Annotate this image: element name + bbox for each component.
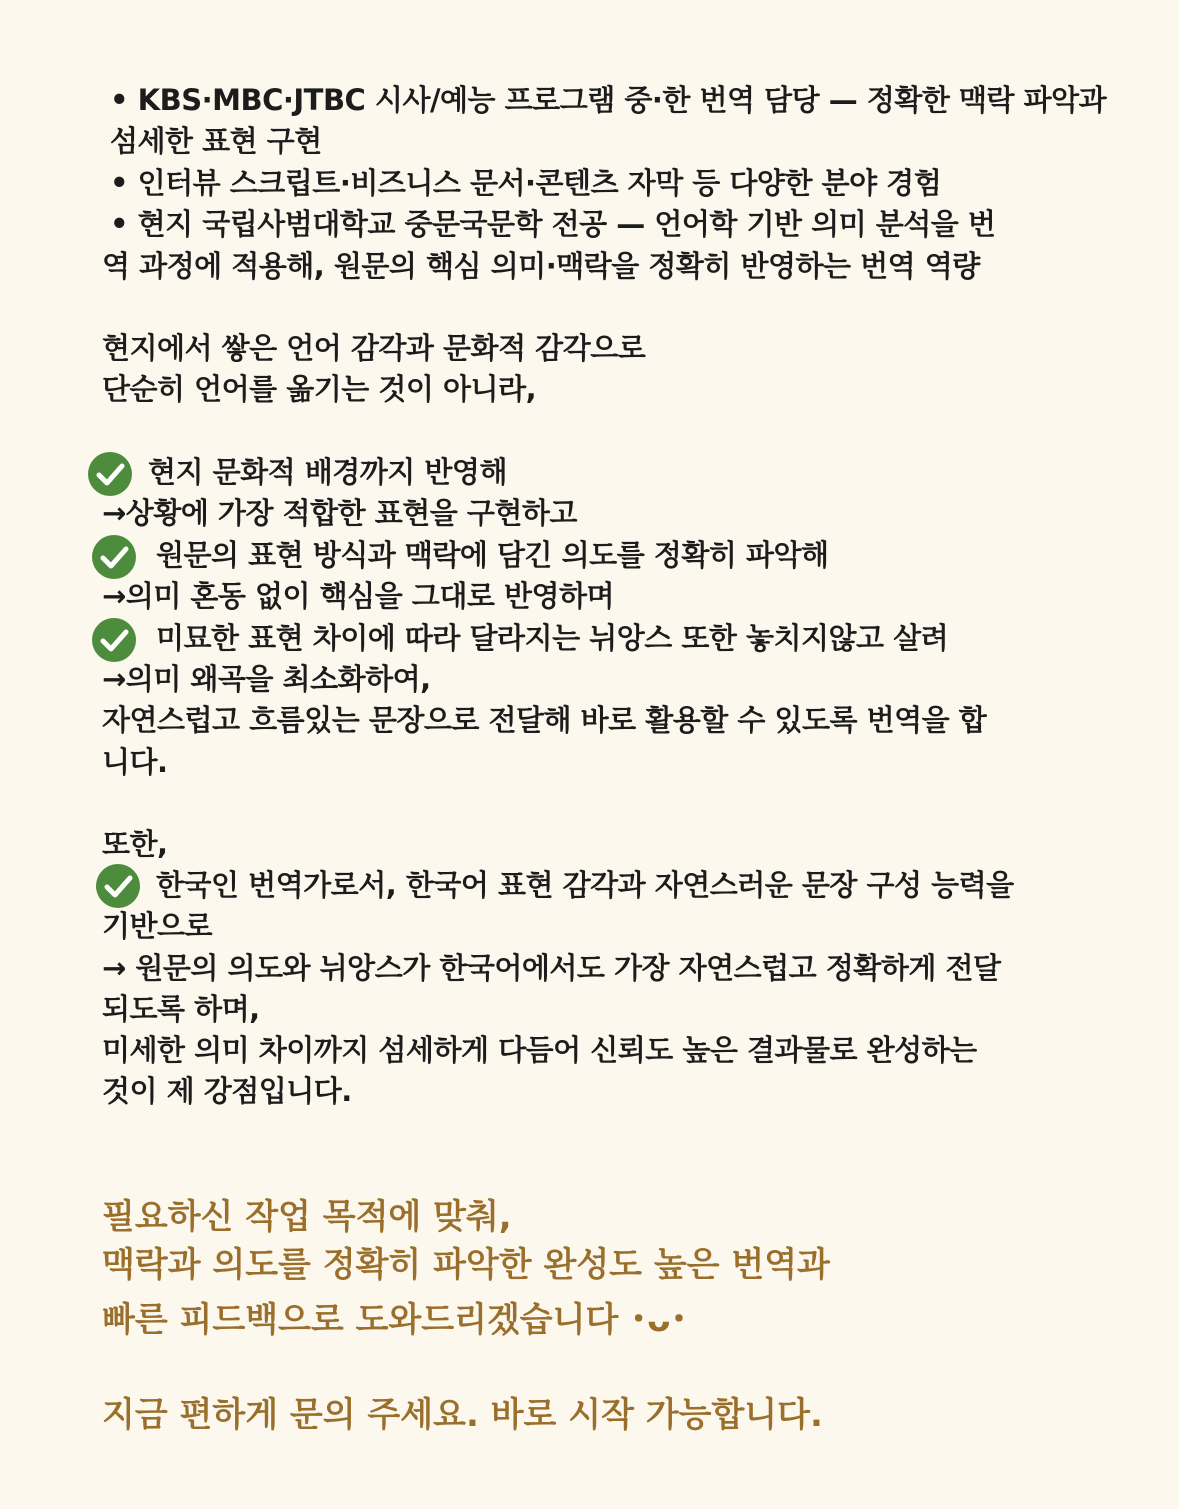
check-item-culture: 현지 문화적 배경까지 반영해 [148,455,507,489]
bullet-education-line2: 역 과정에 적용해, 원문의 핵심 의미·맥락을 정확히 반영하는 번역 역량 [102,249,980,283]
strength-arrow-line2: 되도록 하며, [102,992,260,1026]
closing-cta: 지금 편하게 문의 주세요. 바로 시작 가능합니다. [102,1395,823,1435]
closing-line2: 맥락과 의도를 정확히 파악한 완성도 높은 번역과 [102,1245,830,1285]
check-item-intent: 원문의 표현 방식과 맥락에 담긴 의도를 정확히 파악해 [156,538,829,572]
check-icon [92,535,136,579]
strength-intro: 또한, [102,827,168,861]
approach-line1: 현지에서 쌓은 언어 감각과 문화적 감각으로 [102,331,646,365]
bullet-experience: • 인터뷰 스크립트·비즈니스 문서·콘텐츠 자막 등 다양한 분야 경험 [110,166,942,200]
strength-arrow-line1: → 원문의 의도와 뉘앙스가 한국어에서도 가장 자연스럽고 정확하게 전달 [102,951,1001,985]
check-item-nuance: 미묘한 표현 차이에 따라 달라지는 뉘앙스 또한 놓치지않고 살려 [156,621,949,655]
bullet-broadcast-line1: • KBS·MBC·JTBC 시사/예능 프로그램 중·한 번역 담당 — 정확한 맥락 파악과 [110,83,1107,117]
approach-line2: 단순히 언어를 옮기는 것이 아니라, [102,372,537,406]
strength-detail-line1: 미세한 의미 차이까지 섬세하게 다듬어 신뢰도 높은 결과물로 완성하는 [102,1033,977,1067]
bullet-education-line1: • 현지 국립사범대학교 중문국문학 전공 — 언어학 기반 의미 분석을 번 [110,207,996,241]
strength-detail-line2: 것이 제 강점입니다. [102,1074,352,1108]
check-icon [92,618,136,662]
strength-check-line1: 한국인 번역가로서, 한국어 표현 감각과 자연스러운 문장 구성 능력을 [156,868,1014,902]
check-icon [88,452,132,496]
arrow-item-expression: →상황에 가장 적합한 표현을 구현하고 [102,496,577,530]
arrow-item-meaning: →의미 혼동 없이 핵심을 그대로 반영하며 [102,579,615,613]
check-icon [96,864,140,908]
closing-line1: 필요하신 작업 목적에 맞춰, [102,1197,512,1237]
arrow-item-distortion: →의미 왜곡을 최소화하여, [102,662,431,696]
approach-result-line1: 자연스럽고 흐름있는 문장으로 전달해 바로 활용할 수 있도록 번역을 합 [102,703,987,737]
bullet-broadcast-line2: 섬세한 표현 구현 [110,124,322,158]
approach-result-line2: 니다. [102,745,168,779]
closing-line3: 빠른 피드백으로 도와드리겠습니다 ･ᴗ･ [102,1300,688,1340]
strength-check-line2: 기반으로 [102,909,213,943]
